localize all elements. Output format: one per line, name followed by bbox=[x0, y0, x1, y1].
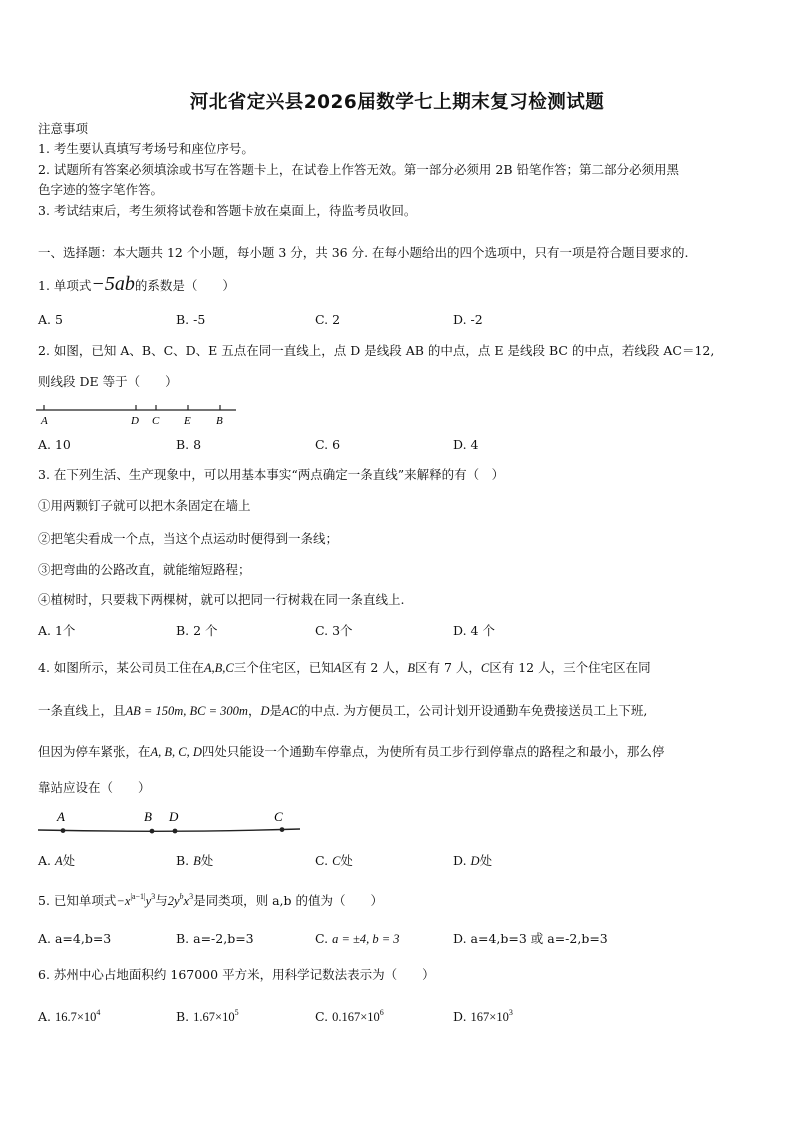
q2-stem-line2: 则线段 DE 等于（ ） bbox=[38, 374, 178, 389]
q4-label-a: A bbox=[57, 809, 65, 824]
q4-text: 的中点. 为方便员工，公司计划开设通勤车免费接送员工上下班, bbox=[297, 703, 648, 718]
question-1 bbox=[38, 275, 758, 295]
q5-term2: 2y bbox=[167, 894, 180, 908]
q6-option-d bbox=[453, 1004, 513, 1026]
q4-math: B bbox=[407, 661, 415, 675]
q5-option-c bbox=[315, 930, 400, 948]
q5-option-d: D. a=4,b=3 或 a=-2,b=3 bbox=[453, 931, 608, 946]
q1-expression: −5ab bbox=[91, 273, 135, 295]
notice-item-2: 2. 试题所有答案必须填涂或书写在答题卡上，在试卷上作答无效。第一部分必须用 2B 铅笔作答；第二部分必须用黑 bbox=[38, 162, 679, 177]
q4-math: AC bbox=[282, 704, 298, 718]
q5-term2-xexp: 3 bbox=[189, 892, 194, 901]
option-letter: C. bbox=[315, 1009, 333, 1024]
q4-text: 但因为停车紧张，在 bbox=[38, 744, 151, 759]
q4-stem-line2 bbox=[38, 702, 758, 720]
q4-text: 四处只能设一个通勤车停靠点，为使所有员工步行到停靠点的路程之和最小，那么停 bbox=[201, 744, 665, 759]
option-math: 167×10 bbox=[470, 1010, 509, 1024]
q2-line-figure bbox=[34, 400, 244, 428]
q5-term2-exp: b bbox=[179, 892, 184, 901]
q1-option-a: A. 5 bbox=[38, 312, 63, 327]
q2-option-a: A. 10 bbox=[38, 437, 71, 452]
q4-label-b: B bbox=[144, 809, 152, 824]
q3-option-a: A. 1个 bbox=[38, 623, 76, 638]
q4-stem-line1 bbox=[38, 659, 758, 677]
notice-item-1: 1. 考生要认真填写考场号和座位序号。 bbox=[38, 141, 254, 156]
option-exponent: 6 bbox=[379, 1008, 384, 1017]
q3-item-4: ④植树时，只要栽下两棵树，就可以把同一行树栽在同一条直线上. bbox=[38, 592, 405, 607]
q3-item-2: ②把笔尖看成一个点，当这个点运动时便得到一条线； bbox=[38, 531, 339, 546]
q4-text: 区有 2 人， bbox=[341, 660, 408, 675]
option-math: A bbox=[54, 854, 63, 868]
q3-stem: 3. 在下列生活、生产现象中，可以用基本事实“两点确定一条直线”来解释的有（ ） bbox=[38, 467, 505, 482]
option-letter: B. bbox=[176, 1009, 194, 1024]
q4-text: 三个住宅区，已知 bbox=[233, 660, 334, 675]
q4-text: 是 bbox=[269, 703, 282, 718]
q5-term1-y: y bbox=[145, 894, 152, 908]
q6-option-a bbox=[38, 1004, 100, 1026]
q4-math: D bbox=[260, 704, 270, 718]
q3-item-1: ①用两颗钉子就可以把木条固定在墙上 bbox=[38, 498, 251, 513]
q5-term1: −x bbox=[116, 894, 131, 908]
q4-math: A, B, C, D bbox=[150, 745, 202, 759]
q4-option-c bbox=[315, 852, 353, 870]
option-letter: A. bbox=[38, 1009, 55, 1024]
q2-label-b: B bbox=[216, 415, 223, 427]
q3-option-b: B. 2 个 bbox=[176, 623, 218, 638]
q4-stem-line3 bbox=[38, 743, 758, 761]
q1-option-d: D. -2 bbox=[453, 312, 483, 327]
q4-stem-line4: 靠站应设在（ ） bbox=[38, 780, 151, 795]
q4-math: A,B,C bbox=[203, 661, 234, 675]
option-letter: B. bbox=[176, 853, 194, 868]
section-heading: 一、选择题：本大题共 12 个小题，每小题 3 分，共 36 分. 在每小题给出的四个选项中，只有一项是符合题目要求的. bbox=[38, 245, 689, 260]
q4-text: 4. 如图所示，某公司员工住在 bbox=[38, 660, 204, 675]
q4-text: 区有 7 人， bbox=[414, 660, 481, 675]
q2-stem-line1: 2. 如图，已知 A、B、C、D、E 五点在同一直线上，点 D 是线段 AB 的中点，点 E 是线段 BC 的中点，若线段 AC＝12, bbox=[38, 343, 715, 358]
question-5 bbox=[38, 888, 758, 910]
option-exponent: 5 bbox=[234, 1008, 239, 1017]
q3-option-c: C. 3个 bbox=[315, 623, 353, 638]
option-math: 0.167×10 bbox=[332, 1010, 380, 1024]
q5-text: 是同类项，则 a,b 的值为（ ） bbox=[193, 893, 383, 908]
option-math: a = ±4, b = 3 bbox=[332, 932, 400, 946]
page-title: 河北省定兴县2026届数学七上期末复习检测试题 bbox=[189, 92, 605, 113]
q4-text: 一条直线上，且 bbox=[38, 703, 126, 718]
option-exponent: 4 bbox=[96, 1008, 101, 1017]
q4-math: AB = 150m, BC = 300m bbox=[125, 704, 248, 718]
q5-option-b: B. a=-2,b=3 bbox=[176, 931, 254, 946]
option-letter: C. bbox=[315, 853, 333, 868]
q6-stem: 6. 苏州中心占地面积约 167000 平方米，用科学记数法表示为（ ） bbox=[38, 967, 435, 982]
option-letter: D. bbox=[453, 853, 471, 868]
q3-item-3: ③把弯曲的公路改直，就能缩短路程； bbox=[38, 562, 251, 577]
option-letter: D. bbox=[453, 1009, 471, 1024]
q4-math: A bbox=[333, 661, 342, 675]
q4-label-c: C bbox=[274, 809, 283, 824]
q5-text: 5. 已知单项式 bbox=[38, 893, 117, 908]
q2-option-d: D. 4 bbox=[453, 437, 479, 452]
q4-option-a bbox=[38, 852, 75, 870]
q5-option-a: A. a=4,b=3 bbox=[38, 931, 112, 946]
option-text: 处 bbox=[200, 853, 214, 868]
q5-term1-exp: |a−1| bbox=[130, 892, 146, 901]
q4-text: ， bbox=[247, 703, 261, 718]
option-letter: A. bbox=[38, 853, 55, 868]
q6-option-b bbox=[176, 1004, 239, 1026]
q1-option-b: B. -5 bbox=[176, 312, 206, 327]
q5-term1-yexp: 3 bbox=[151, 892, 156, 901]
option-text: 处 bbox=[62, 853, 76, 868]
q2-label-d: D bbox=[131, 415, 139, 427]
q1-option-c: C. 2 bbox=[315, 312, 341, 327]
q4-math: C bbox=[480, 661, 490, 675]
q5-term2-x: x bbox=[183, 894, 190, 908]
notice-heading: 注意事项 bbox=[38, 121, 89, 136]
q4-label-d: D bbox=[169, 809, 179, 824]
q2-label-e: E bbox=[184, 415, 191, 427]
option-text: 处 bbox=[479, 853, 493, 868]
q5-text: 与 bbox=[155, 893, 168, 908]
option-math: 1.67×10 bbox=[193, 1010, 235, 1024]
q4-option-d bbox=[453, 852, 492, 870]
q4-line-figure bbox=[34, 805, 306, 839]
q1-pre: 1. 单项式 bbox=[38, 278, 92, 293]
q3-option-d: D. 4 个 bbox=[453, 623, 495, 638]
q4-option-b bbox=[176, 852, 213, 870]
option-math: 16.7×10 bbox=[54, 1010, 97, 1024]
option-math: D bbox=[470, 854, 480, 868]
notice-item-3: 3. 考试结束后，考生须将试卷和答题卡放在桌面上，待监考员收回。 bbox=[38, 203, 417, 218]
q1-post: 的系数是（ ） bbox=[134, 278, 235, 293]
q2-label-c: C bbox=[152, 415, 160, 427]
option-exponent: 3 bbox=[508, 1008, 513, 1017]
notice-item-2-cont: 色字迹的签字笔作答。 bbox=[38, 182, 164, 197]
q2-label-a: A bbox=[41, 415, 48, 427]
option-letter: C. bbox=[315, 931, 333, 946]
q6-option-c bbox=[315, 1004, 384, 1026]
option-math: B bbox=[193, 854, 201, 868]
q4-text: 区有 12 人，三个住宅区在同 bbox=[489, 660, 651, 675]
q2-option-c: C. 6 bbox=[315, 437, 341, 452]
option-math: C bbox=[332, 854, 341, 868]
option-text: 处 bbox=[340, 853, 353, 868]
q2-option-b: B. 8 bbox=[176, 437, 202, 452]
